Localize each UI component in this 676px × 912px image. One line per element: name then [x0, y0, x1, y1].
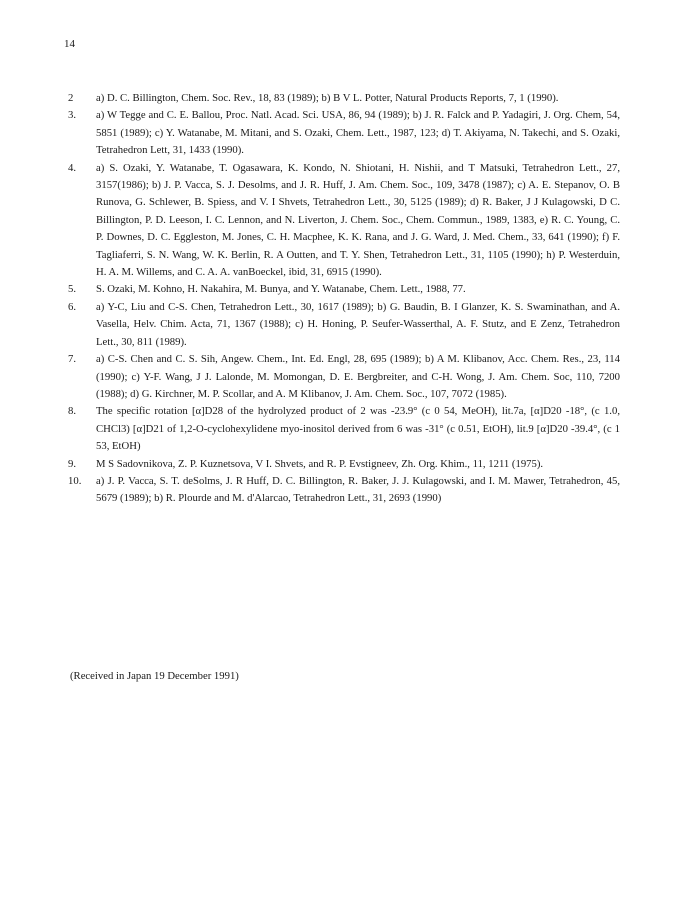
reference-number: 9.	[68, 457, 77, 470]
reference-list	[64, 90, 620, 508]
reference-text: a) Y-C, Liu and C-S. Chen, Tetrahedron Lett., 30, 1617 (1989); b) G. Baudin, B. I Glanzer, K. S. Swaminathan, and A. Vasella, Helv. Chim. Acta, 71, 1367 (1988); c) H. Honing, P. Seufer-Wasserthal, A. F. Stutz, and E Zenz, Tetrahedron Lett., 30, 811 (1989).	[96, 300, 620, 348]
reference-number: 2	[68, 92, 74, 104]
reference-text: a) W Tegge and C. E. Ballou, Proc. Natl. Acad. Sci. USA, 86, 94 (1989); b) J. R. Falck and P. Yadagiri, J. Org. Chem, 54, 5851 (1989); c) Y. Watanabe, M. Mitani, and S. Ozaki, Chem. Lett., 1987, 123; d) T. Akiyama, N. Takechi, and S. Ozaki, Tetrahedron Lett, 31, 1433 (1990).	[96, 109, 620, 157]
reference-number: 8.	[68, 405, 77, 418]
reference-item	[64, 299, 620, 351]
page-number: 14	[64, 38, 75, 50]
reference-number: 5.	[68, 283, 77, 296]
reference-number: 6.	[68, 300, 77, 313]
reference-text: S. Ozaki, M. Kohno, H. Nakahira, M. Bunya, and Y. Watanabe, Chem. Lett., 1988, 77.	[96, 283, 466, 296]
reference-number: 3.	[68, 109, 77, 122]
reference-number: 10.	[68, 474, 82, 487]
reference-item	[64, 473, 620, 508]
reference-item	[64, 160, 620, 282]
reference-item	[64, 403, 620, 455]
reference-text: The specific rotation [α]D28 of the hydrolyzed product of 2 was -23.9° (c 0 54, MeOH), lit.7a, [α]D20 -18°, (c 1.0, CHCl3) [α]D21 of 1,2-O-cyclohexylidene myo-inositol derived from 6 was -31° (c 0.51, EtOH), lit.9 [α]D20 -39.4°, (c 1 53, EtOH)	[96, 405, 620, 453]
reference-text: a) D. C. Billington, Chem. Soc. Rev., 18, 83 (1989); b) B V L. Potter, Natural Products Reports, 7, 1 (1990).	[96, 92, 559, 104]
reference-number: 4.	[68, 161, 77, 174]
reference-item	[64, 107, 620, 159]
reference-text: a) S. Ozaki, Y. Watanabe, T. Ogasawara, K. Kondo, N. Shiotani, H. Nishii, and T Matsuki, Tetrahedron Lett., 27, 3157(1986); b) J. P. Vacca, S. J. Desolms, and J. R. Huff, J. Am. Chem. Soc., 109, 3478 (1987); c) A. E. Stepanov, O. B Runova, G. Schlewer, B. Spiess, and V. I Shvets, Tetrahedron Lett., 30, 5125 (1989); d) R. Baker, J J Kulagowski, D C. Billington, P. D. Leeson, I. C. Lennon, and N. Liverton, J. Chem. Soc., Chem. Commun., 1989, 1383, e) R. C. Young, C. P. Downes, D. C. Eggleston, M. Jones, C. H. Macphee, K. K. Rana, and J. G. Ward, J. Med. Chem., 33, 641 (1990); f) F. Tagliaferri, S. N. Wang, W. K. Berlin, R. A Outten, and T. Y. Shen, Tetrahedron Lett., 31, 1105 (1990); h) P. Westerduin, H. A. M. Willems, and C. A. A. vanBoeckel, ibid, 31, 6915 (1990).	[96, 161, 620, 279]
reference-item	[64, 281, 620, 298]
reference-item	[64, 456, 620, 473]
reference-text: M S Sadovnikova, Z. P. Kuznetsova, V I. Shvets, and R. P. Evstigneev, Zh. Org. Khim., 11, 1211 (1975).	[96, 457, 544, 470]
reference-text: a) J. P. Vacca, S. T. deSolms, J. R Huff, D. C. Billington, R. Baker, J. J. Kulagowski, and I. M. Mawer, Tetrahedron, 45, 5679 (1989); b) R. Plourde and M. d'Alarcao, Tetrahedron Lett., 31, 2693 (1990)	[96, 474, 620, 505]
reference-number: 7.	[68, 353, 77, 366]
reference-text: a) C-S. Chen and C. S. Sih, Angew. Chem., Int. Ed. Engl, 28, 695 (1989); b) A M. Klibanov, Acc. Chem. Res., 23, 114 (1990); c) Y-F. Wang, J J. Lalonde, M. Momongan, D. E. Bergbreiter, and C-H. Wong, J. Am. Chem. Soc, 110, 7200 (1988); d) G. Kirchner, M. P. Scollar, and A. M Klibanov, J. Am. Chem. Soc., 107, 7072 (1985).	[96, 353, 620, 400]
received-date-note: (Received in Japan 19 December 1991)	[70, 670, 239, 682]
reference-item	[64, 90, 620, 107]
reference-item	[64, 351, 620, 403]
